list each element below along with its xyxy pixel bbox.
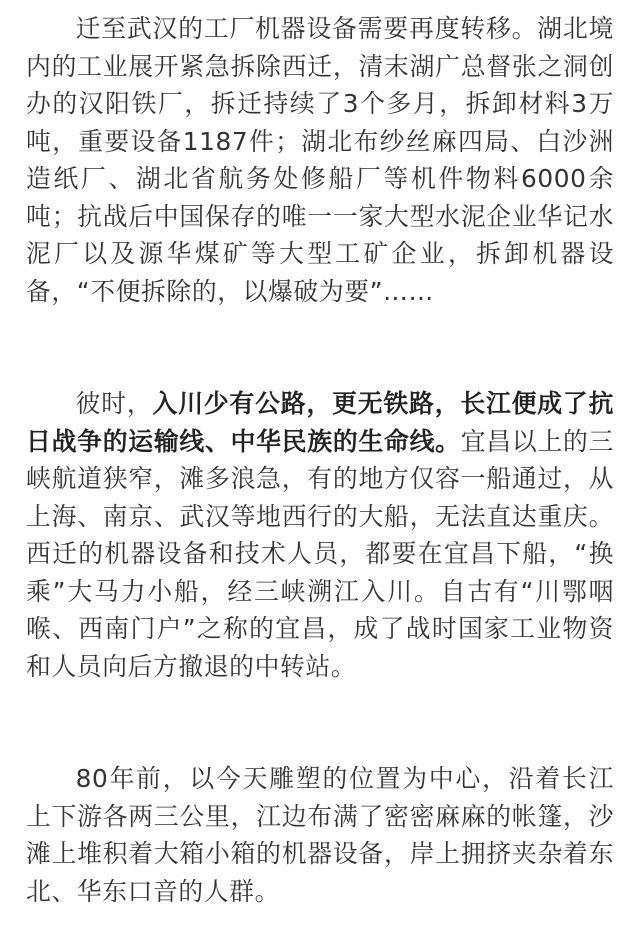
paragraph-riverside-tents [26, 760, 614, 910]
paragraph-text: 彼时， [75, 389, 153, 418]
paragraph-factory-relocation [26, 0, 614, 310]
paragraph-text: 宜昌以上的三峡航道狭窄，滩多浪急，有的地方仅容一船通过，从上海、南京、武汉等地西行的大船，无法直达重庆。西迁的机器设备和技术人员，都要在宜昌下船，“换乘”大马力小船，经三峡溯江入川。自古有“川鄂咽喉、西南门户”之称的宜昌，成了战时国家工业物资和人员向后方撤退的中转站。 [26, 426, 614, 681]
paragraph-text: 80年前，以今天雕塑的位置为中心，沿着长江上下游各两三公里，江边布满了密密麻麻的帐篷，沙滩上堆积着大箱小箱的机器设备，岸上拥挤夹杂着东北、华东口音的人群。 [26, 764, 614, 906]
paragraph-bold-text: 入川少有公路，更无铁路，长江便成了抗日战争的运输线、中华民族的生命线。 [26, 389, 614, 456]
paragraph-text: 迁至武汉的工厂机器设备需要再度转移。湖北境内的工业展开紧急拆除西迁，清末湖广总督张之洞创办的汉阳铁厂，拆迁持续了3个多月，拆卸材料3万吨，重要设备1187件；湖北布纱丝麻四局、白沙洲造纸厂、湖北省航务处修船厂等机件物料6000余吨；抗战后中国保存的唯一一家大型水泥企业华记水泥厂以及源华煤矿等大型工矿企业，拆卸机器设备，“不便拆除的，以爆破为要”…… [26, 14, 614, 306]
paragraph-yangtze-lifeline [26, 385, 614, 685]
